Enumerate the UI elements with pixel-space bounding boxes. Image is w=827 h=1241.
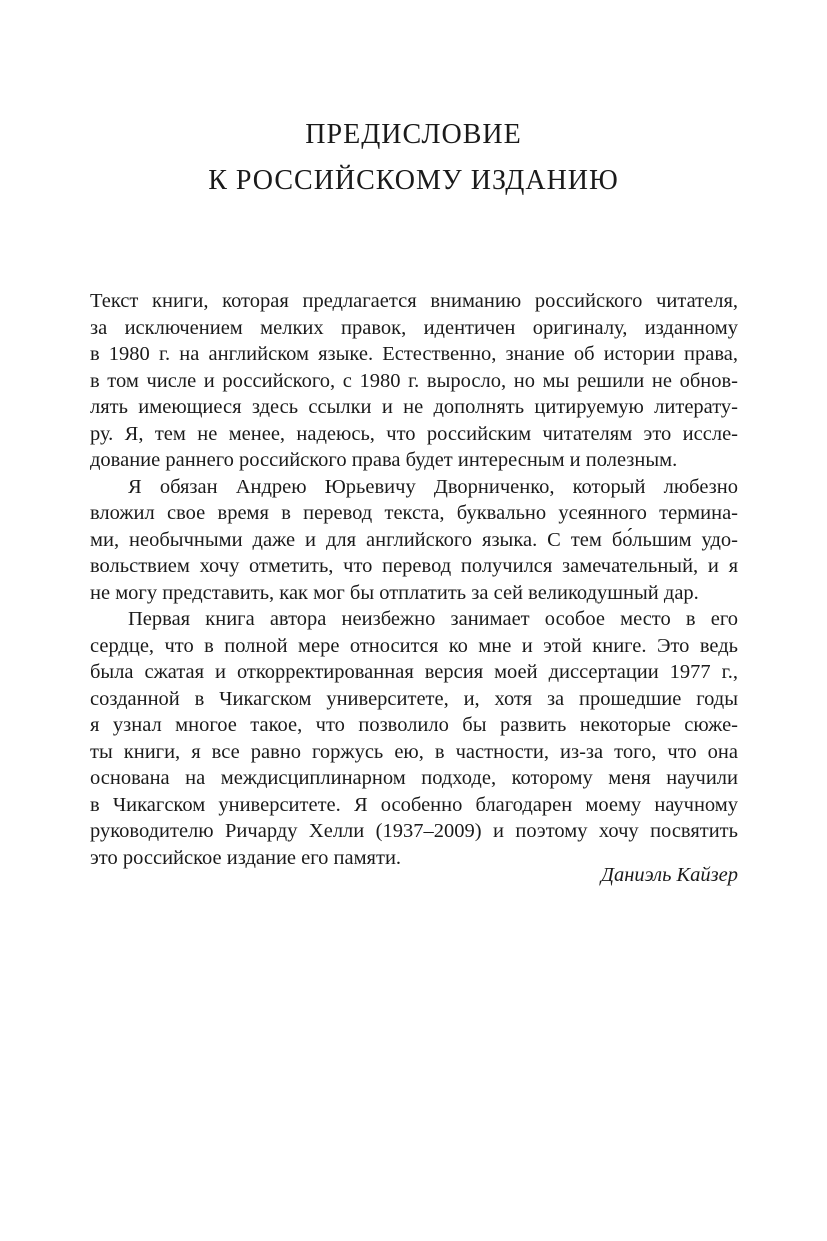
text-line: Я обязан Андрею Юрьевичу Дворниченко, который любезно [128, 475, 738, 498]
text-line: руководителю Ричарду Хелли (1937–2009) и поэтому хочу посвятить [90, 820, 738, 842]
preface-body [90, 288, 738, 871]
text-line: сердце, что в полной мере относится ко мне и этой книге. Это ведь [90, 634, 738, 657]
text-line: основана на междисциплинарном подходе, которому меня научили [90, 767, 738, 789]
text-line: я узнал многое такое, что позволило бы развить некоторые сюже- [90, 714, 738, 736]
text-line: в 1980 г. на английском языке. Естественно, знание об истории права, [90, 343, 738, 365]
text-line: за исключением мелких правок, идентичен оригиналу, изданному [90, 316, 738, 339]
author-signature: Даниэль Кайзер [600, 864, 738, 886]
text-line: лять имеющиеся здесь ссылки и не дополнять цитируемую литерату- [90, 396, 738, 418]
paragraph-1 [90, 288, 738, 474]
text-line: вложил свое время в перевод текста, буквально усеянного термина- [90, 502, 738, 524]
text-line: дование раннего российского права будет интересным и полезным. [90, 449, 678, 471]
paragraph-2 [90, 474, 738, 607]
text-line: в том числе и российского, с 1980 г. выросло, но мы решили не обнов- [90, 369, 738, 392]
page-title [0, 112, 827, 204]
text-line: Первая книга автора неизбежно занимает особое место в его [128, 608, 738, 630]
text-line: в Чикагском университете. Я особенно благодарен моему научному [90, 793, 738, 816]
text-line: Текст книги, которая предлагается вниманию российского читателя, [90, 290, 738, 312]
text-line: не могу представить, как мог бы отплатить за сей великодушный дар. [90, 581, 699, 604]
text-line: ми, необычными даже и для английского языка. С тем бо́льшим удо- [90, 528, 738, 551]
title-line-1: ПРЕДИСЛОВИЕ [305, 119, 522, 150]
text-line: вольствием хочу отметить, что перевод получился замечательный, и я [90, 555, 738, 577]
text-line: ру. Я, тем не менее, надеюсь, что российским читателям это иссле- [90, 422, 738, 445]
text-line: ты книги, я все равно горжусь ею, в частности, из-за того, что она [90, 740, 738, 763]
text-line: это российское издание его памяти. [90, 846, 402, 869]
text-line: была сжатая и откорректированная версия моей диссертации 1977 г., [90, 661, 738, 683]
title-line-2: К РОССИЙСКОМУ ИЗДАНИЮ [208, 165, 619, 196]
text-line: созданной в Чикагском университете, и, хотя за прошедшие годы [90, 687, 738, 710]
paragraph-3 [90, 606, 738, 871]
